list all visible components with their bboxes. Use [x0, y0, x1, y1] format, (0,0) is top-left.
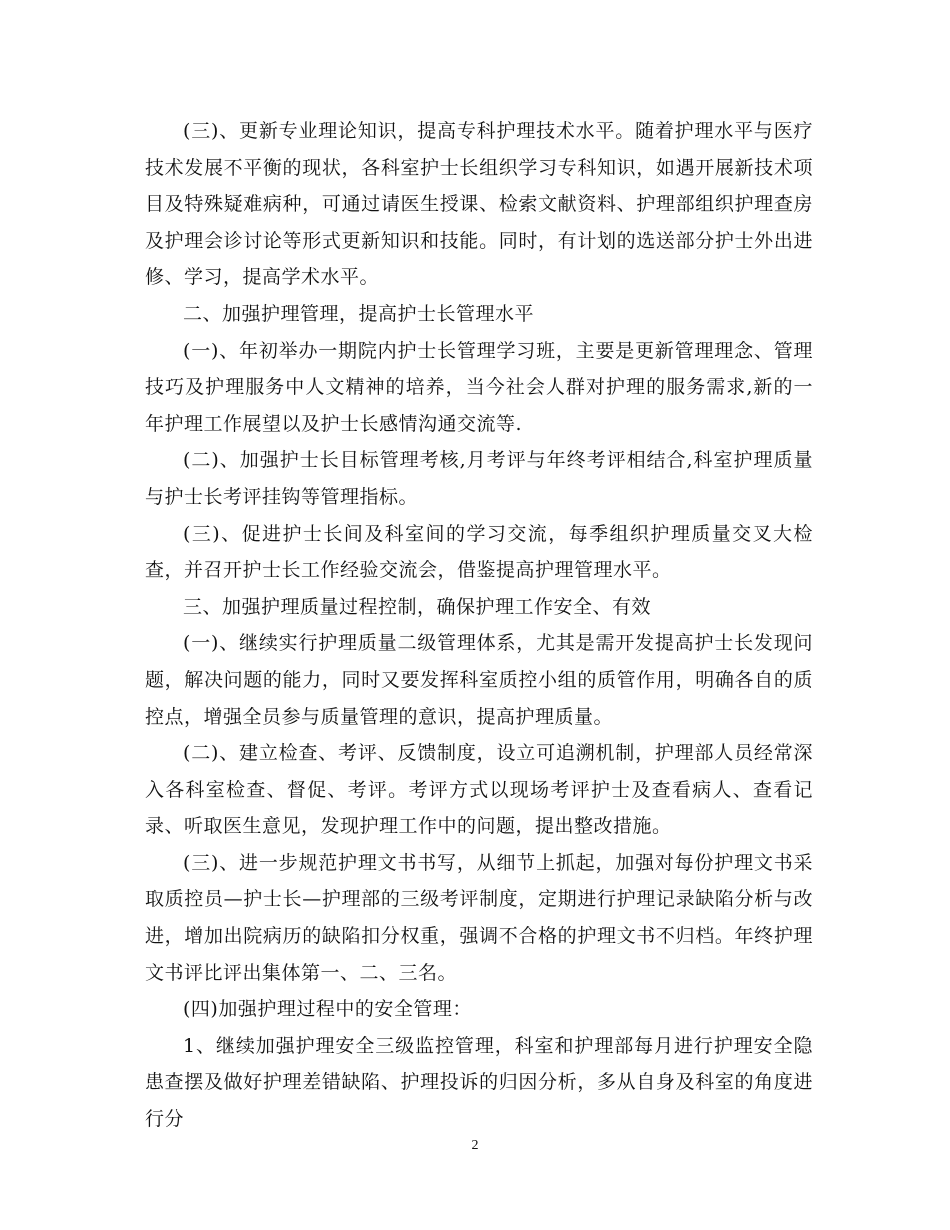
section-heading-quality-control: 三、加强护理质量过程控制，确保护理工作安全、有效 — [183, 595, 652, 618]
paragraph-target-assessment: (二)、加强护士长目标管理考核,月考评与年终考评相结合,科室护理质量与护士长考评挂钩等管理指标。 — [145, 449, 813, 508]
paragraph-two-level-system: (一)、继续实行护理质量二级管理体系，尤其是需开发提高护士长发现问题，解决问题的能力，同时又要发挥科室质控小组的质管作用，明确各自的质控点，增强全员参与质量管理的意识，提高护理质量。 — [145, 632, 813, 728]
paragraph-safety-heading: (四)加强护理过程中的安全管理： — [183, 998, 472, 1021]
paragraph-training-class: (一)、年初举办一期院内护士长管理学习班，主要是更新管理理念、管理技巧及护理服务中人文精神的培养，当今社会人群对护理的服务需求,新的一年护理工作展望以及护士长感情沟通交流等. — [145, 339, 813, 435]
page-number: 2 — [471, 1138, 479, 1153]
page-body — [145, 113, 813, 1138]
paragraph-inspection-feedback: (二)、建立检查、考评、反馈制度，设立可追溯机制，护理部人员经常深入各科室检查、督促、考评。考评方式以现场考评护士及查看病人、查看记录、听取医生意见，发现护理工作中的问题，提出整改措施。 — [145, 742, 813, 838]
paragraph-exchange: (三)、促进护士长间及科室间的学习交流，每季组织护理质量交叉大检查，并召开护士长工作经验交流会，借鉴提高护理管理水平。 — [145, 522, 813, 582]
section-heading-nursing-management: 二、加强护理管理，提高护士长管理水平 — [183, 302, 535, 325]
paragraph-safety-monitoring: 1、继续加强护理安全三级监控管理，科室和护理部每月进行护理安全隐患查摆及做好护理差错缺陷、护理投诉的归因分析，多从自身及科室的角度进行分 — [145, 1034, 813, 1131]
paragraph-nursing-documents: (三)、进一步规范护理文书书写，从细节上抓起，加强对每份护理文书采取质控员—护士长—护理部的三级考评制度，定期进行护理记录缺陷分析与改进，增加出院病历的缺陷扣分权重，强调不合格的护理文书不归档。年终护理文书评比评出集体第一、二、三名。 — [145, 851, 813, 984]
paragraph-update-knowledge: (三)、更新专业理论知识，提高专科护理技术水平。随着护理水平与医疗技术发展不平衡的现状，各科室护士长组织学习专科知识，如遇开展新技术项目及特殊疑难病种，可通过请医生授课、检索文献资料、护理部组织护理查房及护理会诊讨论等形式更新知识和技能。同时，有计划的选送部分护士外出进修、学习，提高学术水平。 — [145, 120, 813, 289]
